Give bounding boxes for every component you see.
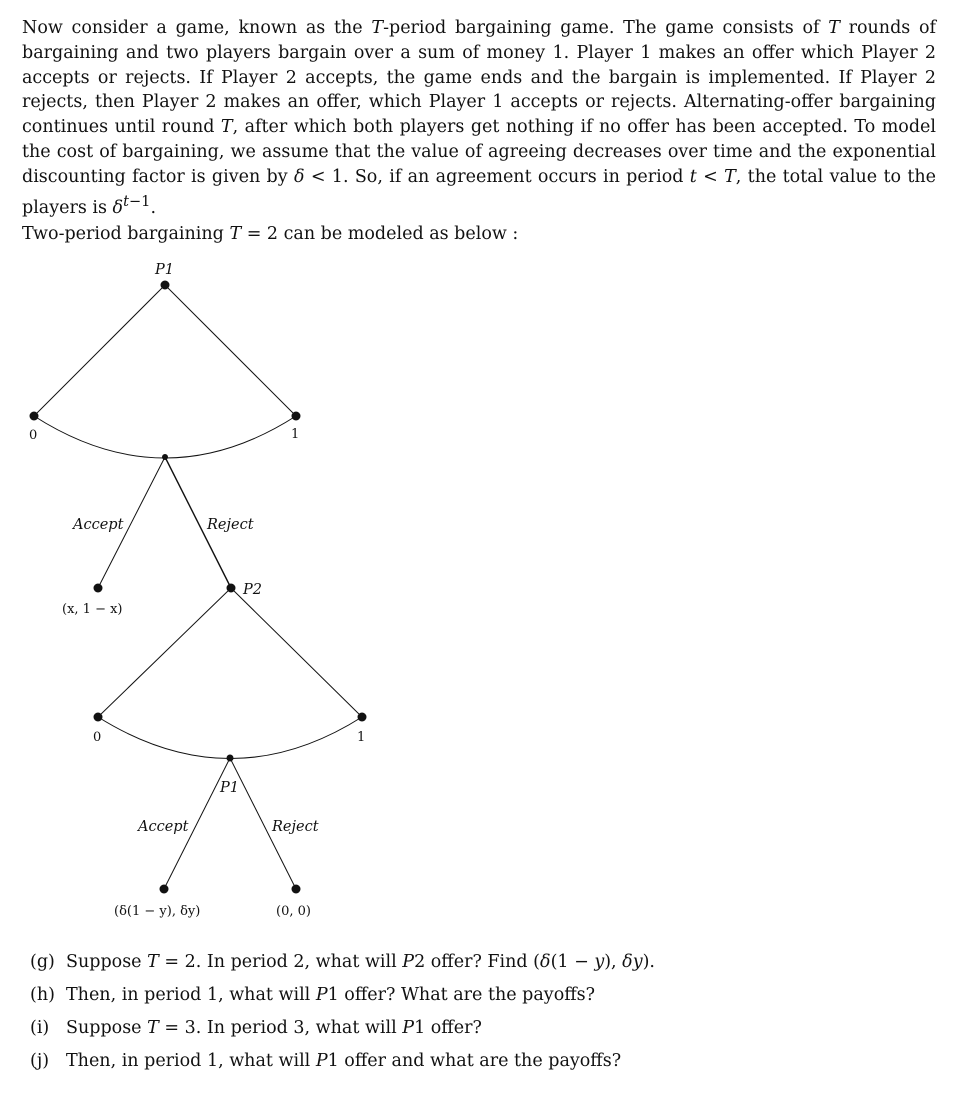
offer-range-arc-1 xyxy=(34,416,296,458)
node-range2-low xyxy=(94,713,103,722)
node-p2-response xyxy=(162,454,168,460)
label-payoff-accept-2: (δ(1 − y), δy) xyxy=(114,904,201,919)
label-range2-high: 1 xyxy=(357,730,366,745)
label-payoff-reject-2: (0, 0) xyxy=(276,904,311,919)
label-reject-1: Reject xyxy=(207,517,254,533)
node-range2-high xyxy=(358,713,367,722)
label-player1-response: P1 xyxy=(220,780,239,796)
question-text: Suppose T = 3. In period 3, what will P1 offer? xyxy=(66,1018,482,1038)
label-root-player: P1 xyxy=(155,262,174,278)
question-text: Suppose T = 2. In period 2, what will P2 offer? Find (δ(1 − y), δy). xyxy=(66,952,655,972)
node-p1-response xyxy=(227,755,234,762)
question-text: Then, in period 1, what will P1 offer and what are the payoffs? xyxy=(66,1051,622,1071)
node-reject-2 xyxy=(292,885,301,894)
question-item xyxy=(30,985,595,1005)
label-reject-2: Reject xyxy=(272,819,319,835)
node-range1-low xyxy=(30,412,39,421)
question-item xyxy=(30,1018,482,1038)
node-root xyxy=(161,281,170,290)
question-tag: (h) xyxy=(30,985,55,1005)
node-range1-high xyxy=(292,412,301,421)
label-range2-low: 0 xyxy=(93,730,102,745)
edge-root-left xyxy=(34,285,165,416)
question-item xyxy=(30,952,655,972)
two-period-subheading: Two-period bargaining T = 2 can be modeled as below : xyxy=(22,224,519,244)
label-player2: P2 xyxy=(243,582,262,598)
offer-range-arc-2 xyxy=(98,717,362,759)
node-accept-1 xyxy=(94,584,103,593)
question-text: Then, in period 1, what will P1 offer? What are the payoffs? xyxy=(66,985,596,1005)
label-accept-2: Accept xyxy=(138,819,189,835)
label-range1-low: 0 xyxy=(29,428,38,443)
problem-intro xyxy=(22,16,936,220)
question-tag: (g) xyxy=(30,952,55,972)
question-tag: (i) xyxy=(30,1018,50,1038)
question-tag: (j) xyxy=(30,1051,50,1071)
label-payoff-accept-1: (x, 1 − x) xyxy=(62,602,123,617)
node-accept-2 xyxy=(160,885,169,894)
node-p2 xyxy=(227,584,236,593)
game-tree-diagram xyxy=(0,250,958,930)
label-accept-1: Accept xyxy=(73,517,124,533)
edge-root-right xyxy=(165,285,296,416)
edge-p2-right xyxy=(231,588,362,717)
intro-paragraph: Now consider a game, known as the T-period bargaining game. The game consists of T rounds of bargaining and two players bargain over a sum of money 1. Player 1 makes an offer which Player 2 accepts or rejects. If Player 2 accepts, the game ends and the bargain is implemented. If Player 2 rejects, then Player 2 makes an offer, which Player 1 accepts or rejects. Alternating-offer bargaining continues until round T, after which both players get nothing if no offer has been accepted. To model the cost of bargaining, we assume that the value of agreeing decreases over time and the exponential discounting factor is given by δ < 1. So, if an agreement occurs in period t < T, the total value to the players is $\delta^{t-1}$. xyxy=(22,18,936,218)
question-item xyxy=(30,1051,621,1071)
label-range1-high: 1 xyxy=(291,427,300,442)
